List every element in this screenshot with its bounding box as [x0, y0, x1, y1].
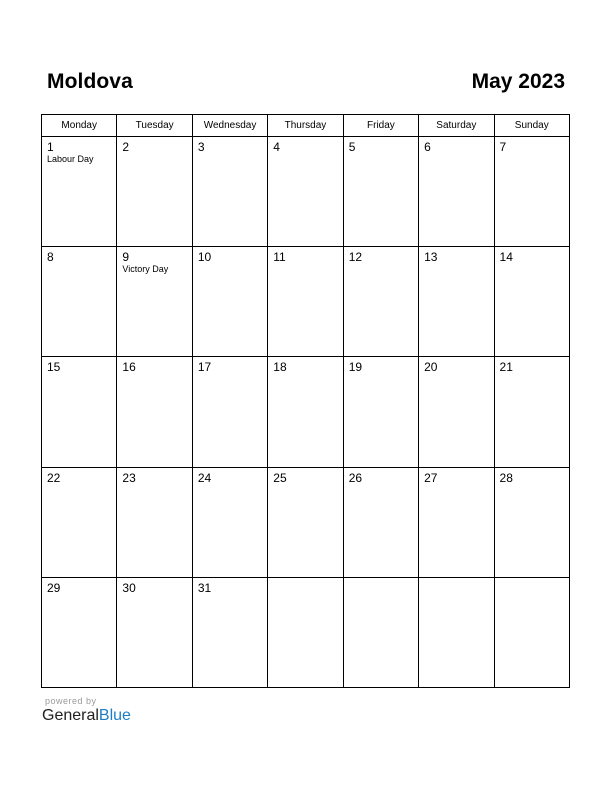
day-cell-empty [268, 577, 343, 687]
day-number: 9 [122, 250, 130, 265]
calendar-grid [41, 114, 570, 688]
weekday-header: Wednesday [192, 115, 267, 137]
holiday-label: Victory Day [122, 264, 169, 275]
country-title: Moldova [47, 70, 133, 93]
day-number: 15 [47, 360, 61, 375]
day-cell [42, 137, 117, 247]
day-cell [343, 467, 418, 577]
weekday-header: Sunday [494, 115, 569, 137]
day-cell [343, 247, 418, 357]
day-number: 7 [499, 140, 507, 154]
day-number: 16 [122, 360, 136, 375]
day-cell [268, 137, 343, 247]
day-number: 20 [424, 360, 438, 375]
day-cell [192, 577, 267, 687]
day-cell [494, 357, 569, 467]
day-number: 4 [273, 140, 280, 154]
day-number: 2 [122, 140, 130, 154]
day-number: 26 [348, 470, 363, 485]
day-cell [42, 357, 117, 467]
day-cell [117, 137, 192, 247]
day-number: 27 [424, 470, 438, 485]
day-cell [117, 577, 192, 687]
day-number: 1 [47, 140, 54, 154]
day-cell [419, 357, 494, 467]
weekday-header-row [42, 115, 570, 137]
day-number: 22 [47, 470, 61, 485]
day-cell-empty [419, 577, 494, 687]
day-cell-empty [343, 577, 418, 687]
day-cell [117, 357, 192, 467]
week-row [42, 357, 570, 467]
day-number: 24 [197, 470, 212, 485]
day-number: 30 [122, 580, 136, 595]
day-cell [494, 247, 569, 357]
day-number: 19 [348, 360, 363, 375]
day-number: 8 [47, 250, 54, 265]
day-cell [343, 357, 418, 467]
day-cell [268, 247, 343, 357]
day-cell [117, 467, 192, 577]
week-row [42, 467, 570, 577]
day-number: 25 [273, 470, 287, 485]
day-number: 23 [122, 470, 136, 485]
day-number: 29 [47, 580, 61, 595]
day-number: 11 [273, 250, 286, 265]
day-cell [42, 467, 117, 577]
footer-branding [42, 696, 131, 725]
day-cell [494, 137, 569, 247]
day-cell [192, 247, 267, 357]
day-number: 5 [348, 140, 356, 154]
week-row [42, 577, 570, 687]
day-number: 6 [424, 140, 431, 154]
day-cell [343, 137, 418, 247]
day-cell [42, 577, 117, 687]
month-year-title: May 2023 [471, 70, 565, 93]
day-cell [268, 357, 343, 467]
weekday-header: Friday [343, 115, 418, 137]
day-number: 12 [348, 250, 363, 265]
day-number: 28 [499, 470, 513, 485]
day-number: 31 [197, 580, 212, 595]
day-cell [494, 467, 569, 577]
weekday-header: Thursday [268, 115, 343, 137]
day-number: 3 [197, 140, 205, 154]
brand-general-text: General [42, 707, 99, 724]
generalblue-logo[interactable] [42, 707, 131, 725]
day-cell [419, 467, 494, 577]
day-number: 13 [424, 250, 438, 265]
brand-blue-text: Blue [98, 707, 131, 724]
day-cell [192, 357, 267, 467]
day-number: 18 [273, 360, 287, 375]
weekday-header: Saturday [419, 115, 494, 137]
day-number: 21 [499, 360, 513, 375]
day-cell [192, 467, 267, 577]
powered-by-text: powered by [45, 696, 97, 706]
day-number: 17 [197, 360, 212, 375]
weekday-header: Monday [42, 115, 117, 137]
day-cell [419, 137, 494, 247]
day-cell [419, 247, 494, 357]
day-number: 14 [499, 250, 513, 265]
week-row [42, 137, 570, 247]
day-number: 10 [197, 250, 212, 265]
weekday-header: Tuesday [117, 115, 192, 137]
holiday-label: Labour Day [47, 154, 94, 164]
day-cell [268, 467, 343, 577]
calendar-header [41, 70, 570, 98]
day-cell [192, 137, 267, 247]
day-cell [117, 247, 192, 357]
day-cell [42, 247, 117, 357]
day-cell-empty [494, 577, 569, 687]
week-row [42, 247, 570, 357]
